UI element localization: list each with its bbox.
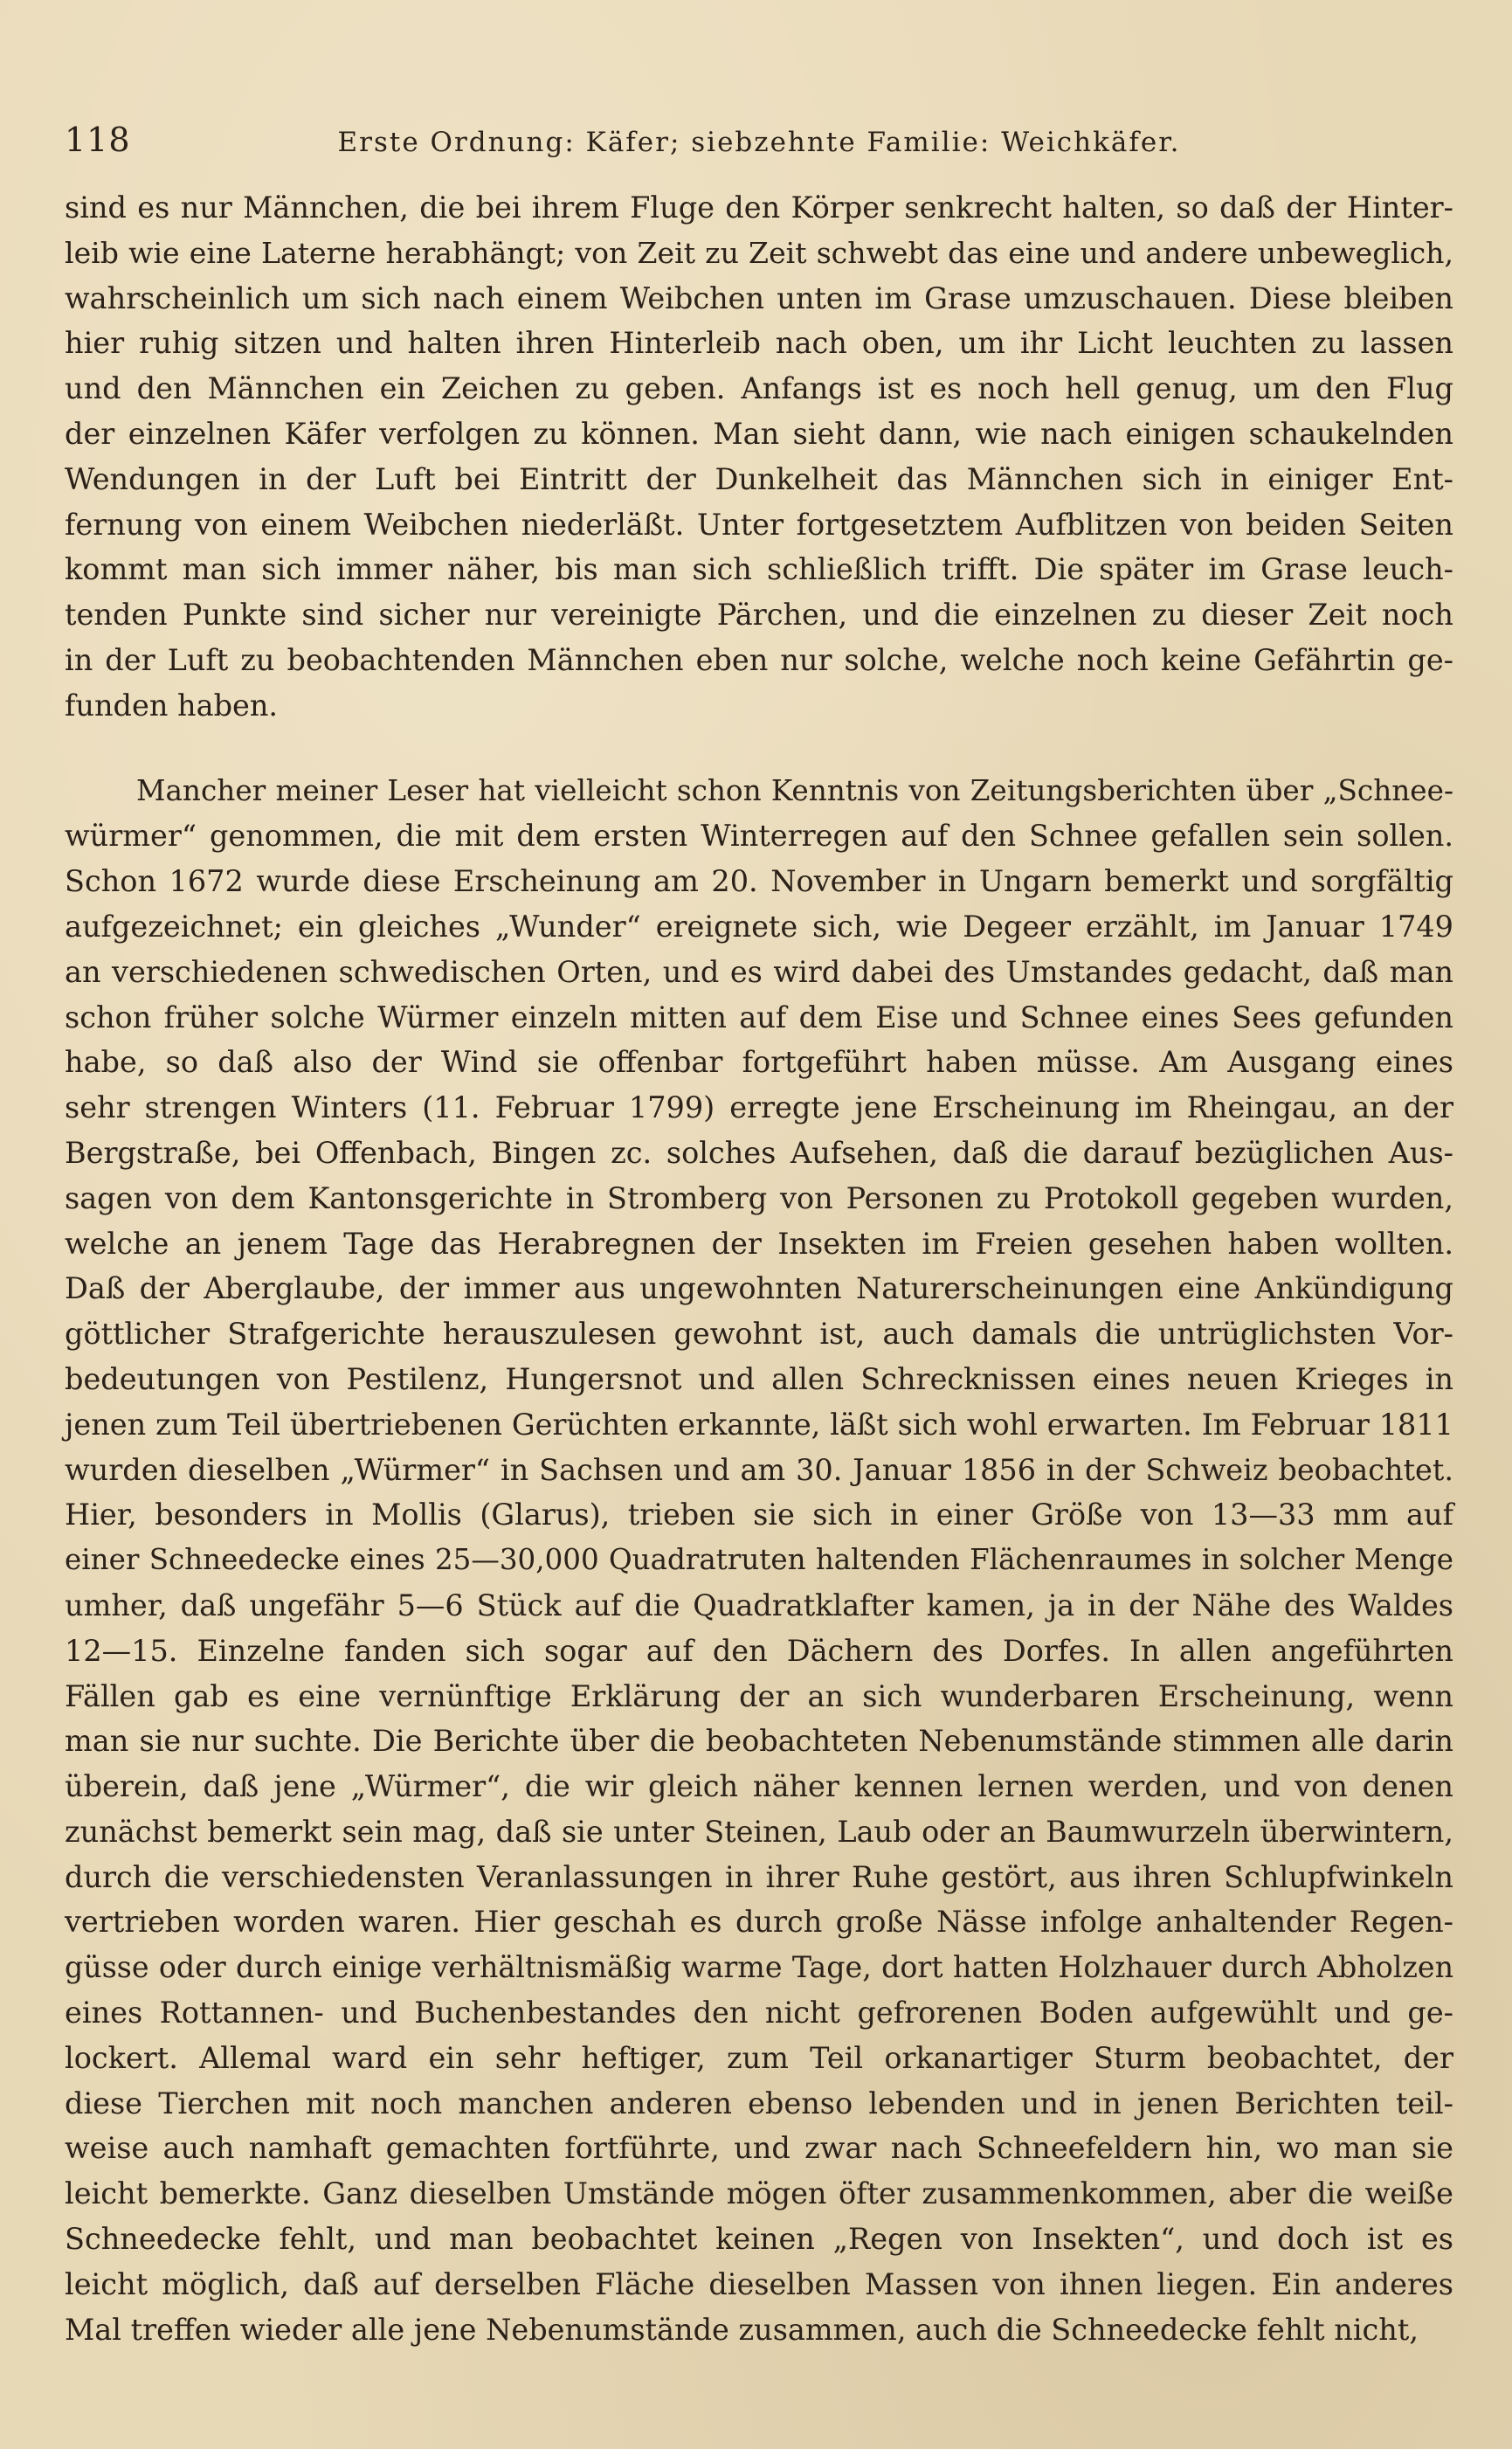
text-line: wahrscheinlich um sich nach einem Weibchen unten im Grase umzuschauen. Diese bleiben bbox=[65, 280, 1453, 315]
text-line: sagen von dem Kantonsgerichte in Stromberg von Personen zu Protokoll gegeben wurden, bbox=[65, 1180, 1453, 1215]
text-line: man sie nur suchte. Die Berichte über die beobachteten Nebenumstände stimmen alle darin bbox=[65, 1724, 1453, 1759]
text-line: überein, daß jene „Würmer“, die wir gleich näher kennen lernen werden, und von denen bbox=[65, 1769, 1453, 1804]
text-line: Daß der Aberglaube, der immer aus ungewohnten Naturerscheinungen eine Ankündigung bbox=[65, 1271, 1453, 1306]
text-line: göttlicher Strafgerichte herauszulesen gewohnt ist, auch damals die untrüglichsten Vor- bbox=[65, 1317, 1453, 1352]
text-line: und den Männchen ein Zeichen zu geben. Anfangs ist es noch hell genug, um den Flug bbox=[65, 371, 1453, 406]
text-line: aufgezeichnet; ein gleiches „Wunder“ ereignete sich, wie Degeer erzählt, im Januar 1749 bbox=[65, 909, 1453, 944]
text-line: Fällen gab es eine vernünftige Erklärung der an sich wunderbaren Erscheinung, wenn bbox=[65, 1678, 1453, 1713]
text-line: diese Tierchen mit noch manchen anderen ebenso lebenden und in jenen Berichten teil- bbox=[65, 2086, 1453, 2120]
text-line: güsse oder durch einige verhältnismäßig warme Tage, dort hatten Holzhauer durch Abholzen bbox=[65, 1950, 1453, 1985]
text-line: eines Rottannen- und Buchenbestandes den nicht gefrorenen Boden aufgewühlt und ge- bbox=[65, 1996, 1453, 2030]
book-page bbox=[65, 121, 1453, 2352]
text-line: würmer“ genommen, die mit dem ersten Winterregen auf den Schnee gefallen sein sollen. bbox=[65, 819, 1453, 854]
text-line: 12—15. Einzelne fanden sich sogar auf den Dächern des Dorfes. In allen angeführten bbox=[65, 1633, 1453, 1668]
text-line: Mancher meiner Leser hat vielleicht schon Kenntnis von Zeitungsberichten über „Schnee- bbox=[136, 773, 1453, 807]
text-line: hier ruhig sitzen und halten ihren Hinterleib nach oben, um ihr Licht leuchten zu lassen bbox=[65, 326, 1453, 361]
text-line: jenen zum Teil übertriebenen Gerüchten erkannte, läßt sich wohl erwarten. Im Februar 1811 bbox=[65, 1407, 1453, 1442]
text-line: Schon 1672 wurde diese Erscheinung am 20. November in Ungarn bemerkt und sorgfältig bbox=[65, 864, 1453, 899]
text-line: tenden Punkte sind sicher nur vereinigte Pärchen, und die einzelnen zu dieser Zeit noch bbox=[65, 598, 1453, 633]
text-line: Schneedecke fehlt, und man beobachtet keinen „Regen von Insekten“, und doch ist es bbox=[65, 2222, 1453, 2257]
text-line: funden haben. bbox=[65, 688, 279, 723]
text-line: Hier, besonders in Mollis (Glarus), trieben sie sich in einer Größe von 13—33 mm auf bbox=[65, 1498, 1453, 1532]
text-line: sind es nur Männchen, die bei ihrem Fluge den Körper senkrecht halten, so daß der Hinter- bbox=[65, 190, 1453, 225]
text-line: welche an jenem Tage das Herabregnen der Insekten im Freien gesehen haben wollten. bbox=[65, 1226, 1453, 1261]
paragraph-continuation bbox=[65, 185, 1453, 729]
text-line: schon früher solche Würmer einzeln mitten auf dem Eise und Schnee eines Sees gefunden bbox=[65, 1000, 1453, 1034]
running-head bbox=[65, 121, 1453, 173]
text-line: bedeutungen von Pestilenz, Hungersnot und allen Schrecknissen eines neuen Krieges in bbox=[65, 1361, 1453, 1396]
text-line: Bergstraße, bei Offenbach, Bingen zc. solches Aufsehen, daß die darauf bezüglichen Aus- bbox=[65, 1135, 1453, 1170]
text-line: wurden dieselben „Würmer“ in Sachsen und am 30. Januar 1856 in der Schweiz beobachtet. bbox=[65, 1452, 1453, 1487]
text-line: leib wie eine Laterne herabhängt; von Zeit zu Zeit schwebt das eine und andere unbeweglich, bbox=[65, 235, 1453, 270]
text-line: vertrieben worden waren. Hier geschah es durch große Nässe infolge anhaltender Regen- bbox=[65, 1905, 1453, 1940]
text-line: fernung von einem Weibchen niederläßt. Unter fortgesetztem Aufblitzen von beiden Seiten bbox=[65, 507, 1453, 542]
text-line: Wendungen in der Luft bei Eintritt der Dunkelheit das Männchen sich in einiger Ent- bbox=[65, 461, 1453, 496]
text-line: an verschiedenen schwedischen Orten, und es wird dabei des Umstandes gedacht, daß man bbox=[65, 954, 1453, 989]
text-line: leicht möglich, daß auf derselben Fläche dieselben Massen von ihnen liegen. Ein anderes bbox=[65, 2266, 1453, 2301]
text-line: weise auch namhaft gemachten fortführte, und zwar nach Schneefeldern hin, wo man sie bbox=[65, 2131, 1453, 2166]
text-line: zunächst bemerkt sein mag, daß sie unter Steinen, Laub oder an Baumwurzeln überwintern, bbox=[65, 1814, 1453, 1849]
text-line: in der Luft zu beobachtenden Männchen eben nur solche, welche noch keine Gefährtin ge- bbox=[65, 642, 1453, 677]
text-line: einer Schneedecke eines 25—30,000 Quadratruten haltenden Flächenraumes in solcher Menge bbox=[65, 1543, 1453, 1577]
running-title: Erste Ordnung: Käfer; siebzehnte Familie: Weichkäfer. bbox=[337, 127, 1181, 158]
text-line: leicht bemerkte. Ganz dieselben Umstände mögen öfter zusammenkommen, aber die weiße bbox=[65, 2176, 1453, 2211]
text-line: durch die verschiedensten Veranlassungen in ihrer Ruhe gestört, aus ihren Schlupfwinkeln bbox=[65, 1859, 1453, 1894]
text-line: sehr strengen Winters (11. Februar 1799) erregte jene Erscheinung im Rheingau, an der bbox=[65, 1090, 1453, 1125]
text-line: umher, daß ungefähr 5—6 Stück auf die Quadratklafter kamen, ja in der Nähe des Waldes bbox=[65, 1588, 1453, 1622]
text-line: Mal treffen wieder alle jene Nebenumstände zusammen, auch die Schneedecke fehlt nicht, bbox=[65, 2312, 1419, 2347]
text-line: lockert. Allemal ward ein sehr heftiger, zum Teil orkanartiger Sturm beobachtet, der bbox=[65, 2040, 1453, 2075]
text-line: kommt man sich immer näher, bis man sich schließlich trifft. Die später im Grase leuch- bbox=[65, 552, 1453, 587]
text-line: habe, so daß also der Wind sie offenbar fortgeführt haben müsse. Am Ausgang eines bbox=[65, 1045, 1453, 1080]
text-line: der einzelnen Käfer verfolgen zu können. Man sieht dann, wie nach einigen schaukelnden bbox=[65, 416, 1453, 451]
paragraph-schneewuermer bbox=[65, 769, 1453, 2353]
page-number: 118 bbox=[65, 121, 131, 159]
